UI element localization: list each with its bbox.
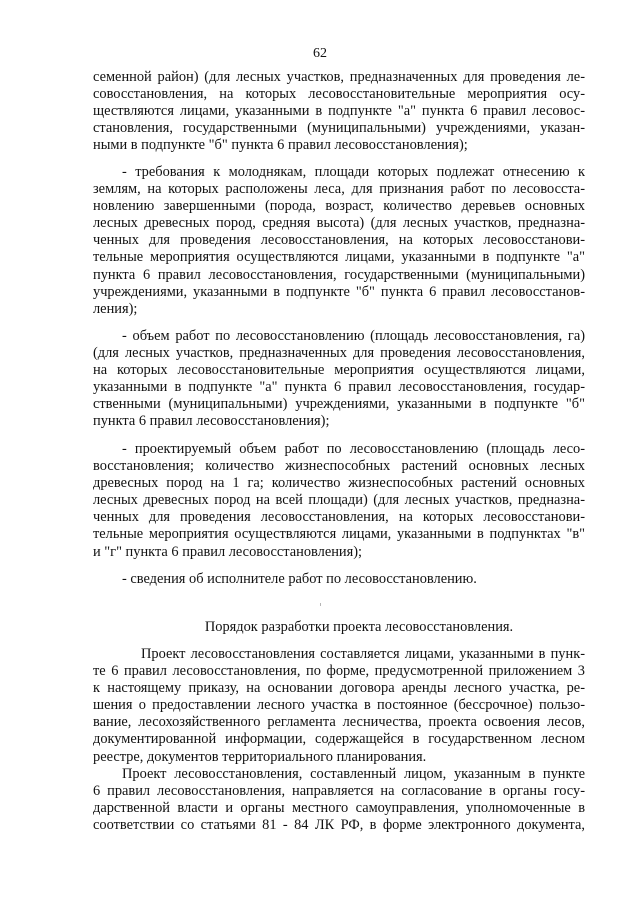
- text-line: 6 правил лесовосстановления, направляется на согласование в органы госу-: [93, 783, 585, 800]
- text-line: ления);: [93, 300, 138, 317]
- text-line: тельные мероприятия осуществляются лицами, указанными в подпункте "а": [93, 249, 585, 266]
- text-line: лесных древесных пород, средняя высота) (для лесных участков, предназна-: [93, 215, 585, 232]
- text-line: совосстановления, на которых лесовосстановительные мероприятия осу-: [93, 86, 585, 103]
- text-line: те 6 правил лесовосстановления, по форме, предусмотренной приложением 3: [93, 663, 585, 680]
- text-line: ченных для проведения лесовосстановления, на которых лесовосстанови-: [93, 509, 585, 526]
- text-line: - сведения об исполнителе работ по лесовосстановлению.: [122, 571, 477, 587]
- text-line: (для лесных участков, предназначенных для проведения лесовосстановления,: [93, 345, 585, 362]
- text-line: на которых лесовосстановительные мероприятия осуществляются лицами,: [93, 362, 585, 379]
- paragraph-seedling-requirements: [93, 164, 585, 318]
- text-line: лесных древесных пород на всей площади) (для лесных участков, предназна-: [93, 492, 585, 509]
- text-line: - объем работ по лесовосстановлению (площадь лесовосстановления, га): [122, 328, 585, 344]
- section-heading: Порядок разработки проекта лесовосстановления.: [204, 619, 514, 635]
- text-line: дарственной власти и органы местного самоуправления, уполномоченные в: [93, 800, 585, 817]
- paragraph-projected-volume: [93, 441, 585, 561]
- paragraph-work-volume: [93, 328, 585, 431]
- text-line: учреждениями, указанными в подпункте "б" пункта 6 правил лесовосстанов-: [93, 283, 585, 300]
- paragraph-continuation: [93, 69, 585, 154]
- text-line: ственными (муниципальными) учреждениями, указанными в подпункте "б": [93, 396, 585, 413]
- paragraph-project-drafting: [93, 646, 585, 766]
- text-line: - требования к молоднякам, площади которых подлежат отнесению к: [122, 164, 585, 180]
- text-line: Проект лесовосстановления, составленный лицом, указанным в пункте: [122, 766, 585, 782]
- text-line: соответствии со статьями 81 - 84 ЛК РФ, в форме электронного документа,: [93, 817, 585, 834]
- text-line: ществляются лицами, указанными в подпункте "а" пункта 6 правил лесовос-: [93, 103, 585, 120]
- text-line: становления, государственными (муниципальными) учреждениями, указан-: [93, 120, 585, 137]
- text-line: новлению завершенными (порода, возраст, количество деревьев основных: [93, 198, 585, 215]
- text-line: ченных для проведения лесовосстановления, на которых лесовосстанови-: [93, 232, 585, 249]
- text-line: пункта 6 правил лесовосстановления, государственными (муниципальными): [93, 266, 585, 283]
- scan-mark: [320, 603, 321, 606]
- text-line: шения о предоставлении лесного участка в постоянное (бессрочное) пользо-: [93, 697, 585, 714]
- text-line: документированной информации, содержащейся в государственном лесном: [93, 731, 585, 748]
- text-line: древесных пород на 1 га; количество жизнеспособных растений основных: [93, 475, 585, 492]
- paragraph-contractor-info: [93, 571, 585, 588]
- text-line: семенной район) (для лесных участков, предназначенных для проведения ле-: [93, 69, 585, 85]
- text-line: к настоящему приказу, на основании договора аренды лесного участка, ре-: [93, 680, 585, 697]
- text-line: землям, на которых расположены леса, для признания работ по лесовосста-: [93, 181, 585, 198]
- page-number: 62: [313, 46, 327, 61]
- text-line: восстановления; количество жизнеспособных растений основных лесных: [93, 458, 585, 475]
- text-line: тельные мероприятия осуществляются лицами, указанными в подпунктах "в": [93, 526, 585, 543]
- text-line: вание, лесохозяйственного регламента лесничества, проекта освоения лесов,: [93, 714, 585, 731]
- text-line: пункта 6 правил лесовосстановления);: [93, 413, 330, 430]
- text-line: ными в подпункте "б" пункта 6 правил лесовосстановления);: [93, 137, 468, 154]
- text-line: указанными в подпункте "а" пункта 6 правил лесовосстановления, государ-: [93, 379, 585, 396]
- text-line: Проект лесовосстановления составляется лицами, указанными в пунк-: [141, 646, 585, 662]
- text-line: - проектируемый объем работ по лесовосстановлению (площадь лесо-: [122, 441, 585, 457]
- text-line: реестре, документов территориального планирования.: [93, 748, 427, 765]
- text-line: и "г" пункта 6 правил лесовосстановления);: [93, 543, 363, 560]
- paragraph-project-approval: [93, 766, 585, 834]
